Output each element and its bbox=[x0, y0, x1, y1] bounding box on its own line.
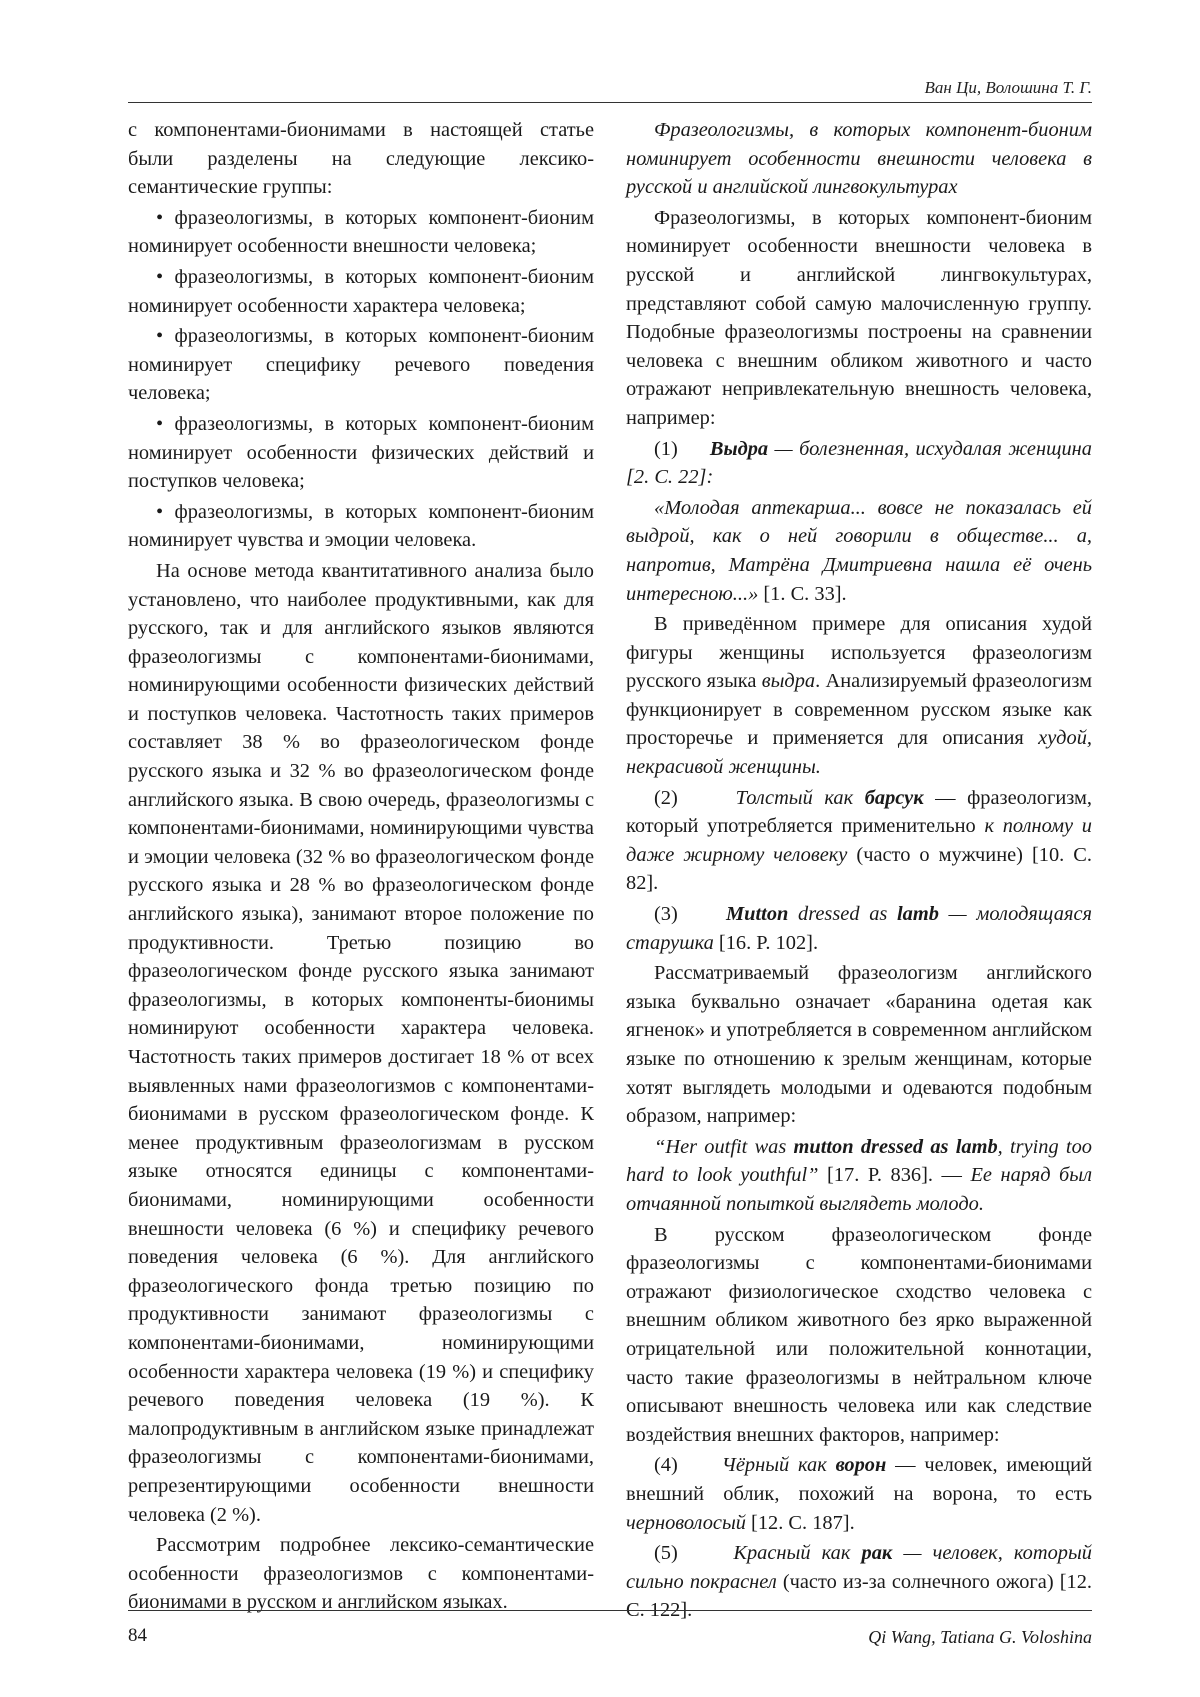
text-run: (часто о мужчине) [10. С. 82]. bbox=[626, 843, 1092, 895]
reference: (часто из-за солнечного ожога) [12. С. 122]. bbox=[626, 1570, 1092, 1622]
quote-text: , trying too hard to look youthful” bbox=[626, 1135, 1092, 1187]
example-quote bbox=[626, 494, 1092, 608]
example-number: (5) bbox=[654, 1542, 678, 1565]
bullet-item: • фразеологизмы, в которых компонент-бионим номинирует чувства и эмоции человека. bbox=[128, 500, 594, 552]
header-authors: Ван Ци, Волошина Т. Г. bbox=[924, 78, 1092, 97]
example-phrase: dressed as bbox=[788, 903, 897, 926]
example-definition: — человек, который сильно покраснел bbox=[626, 1542, 1092, 1593]
example-word: ворон bbox=[835, 1454, 887, 1477]
translation: Ее наряд был отчаянной попыткой выглядеть молодо. bbox=[626, 1164, 1092, 1215]
bullet-item: • фразеологизмы, в которых компонент-бионим номинирует специфику речевого поведения человека; bbox=[128, 325, 594, 405]
paragraph: с компонентами-бионимами в настоящей статье были разделены на следующие лексико-семантические группы: bbox=[128, 119, 594, 199]
text-run: . Анализируемый фразеологизм функционирует в современном русском языке как просторечье и применяется для описания bbox=[626, 670, 1092, 750]
running-header bbox=[128, 78, 1092, 103]
example-word: рак bbox=[861, 1542, 893, 1565]
example-definition: — болезненная, исхудалая женщина [2. С. 22]: bbox=[626, 437, 1092, 489]
example-2 bbox=[626, 784, 1092, 898]
paragraph bbox=[626, 610, 1092, 782]
example-number: (4) bbox=[654, 1454, 678, 1477]
text-run: В приведённом примере для описания худой фигуры женщины используется фразеологизм русского языка bbox=[626, 613, 1092, 693]
bullet-item: • фразеологизмы, в которых компонент-бионим номинирует особенности характера человека; bbox=[128, 265, 594, 317]
example-number: (3) bbox=[654, 903, 678, 926]
text-run: — человек, имеющий внешний облик, похожий на ворона, то есть bbox=[626, 1454, 1092, 1505]
example-1 bbox=[626, 435, 1092, 492]
quote-text: «Молодая аптекарша... вовсе не показалась ей выдрой, как о ней говорили в обществе... а, напротив, Матрёна Дмитриевна нашла её очень интересною...» bbox=[626, 496, 1092, 605]
right-column bbox=[626, 116, 1092, 1627]
page-number: 84 bbox=[128, 1625, 147, 1646]
example-3 bbox=[626, 900, 1092, 957]
example-number: (2) bbox=[654, 786, 678, 809]
text-run: — фразеологизм, который употребляется применительно bbox=[626, 786, 1092, 838]
example-definition: — молодящаяся старушка bbox=[626, 903, 1092, 954]
reference: [17. P. 836]. — bbox=[818, 1164, 971, 1187]
example-word: lamb bbox=[896, 903, 939, 926]
example-quote bbox=[626, 1133, 1092, 1219]
example-phrase: Толстый как bbox=[735, 786, 865, 809]
term: худой, некрасивой женщины. bbox=[626, 727, 1092, 779]
example-word: барсук bbox=[864, 786, 924, 809]
bullet-item: • фразеологизмы, в которых компонент-бионим номинирует особенности физических действий и поступков человека; bbox=[128, 412, 594, 493]
example-phrase: Красный как bbox=[733, 1542, 862, 1565]
bullet-item: • фразеологизмы, в которых компонент-бионим номинирует особенности внешности человека; bbox=[128, 206, 594, 258]
example-word: Mutton bbox=[726, 903, 789, 926]
quote-text: “Her outfit was bbox=[654, 1135, 794, 1158]
reference: [12. С. 187]. bbox=[745, 1511, 855, 1534]
page-footer bbox=[128, 1610, 1092, 1651]
left-column bbox=[128, 116, 594, 1619]
footer-authors: Qi Wang, Tatiana G. Voloshina bbox=[868, 1627, 1092, 1647]
paragraph: На основе метода квантитативного анализа было установлено, что наиболее продуктивными, как для русского, так и для английского языков являются фразеологизмы с компонентами-бионимами, номинирующими особенности физических действий и поступков человека. Частотность таких примеров составляет 38 % во фразеологическом фонде русского языка и 32 % во фразеологическом фонде английского языка. В свою очередь, фразеологизмы с компонентами-бионимами, номинирующими чувства и эмоции человека (32 % во фразеологическом фонде русского языка и 28 % во фразеологическом фонде английского языка), занимают второе положение по продуктивности. Третью позицию во фразеологическом фонде русского языка занимают фразеологизмы, в которых компоненты-бионимы номинируют особенности характера человека. Частотность таких примеров достигает 18 % от всех выявленных нами фразеологизмов с компонентами-бионимами в русском фразеологическом фонде. К менее продуктивным фразеологизмам в русском языке относятся единицы с компонентами-бионимами, номинирующими особенности внешности человека (6 %) и специфику речевого поведения человека (6 %). Для английского фразеологического фонда третью позицию по продуктивности занимают фразеологизмы с компонентами-бионимами, номинирующими особенности характера человека (19 %) и специфику речевого поведения человека (19 %). К малопродуктивным в английском языке принадлежат фразеологизмы с компонентами-бионимами, репрезентирующими особенности внешности человека (2 %). bbox=[128, 559, 594, 1526]
reference: [16. P. 102]. bbox=[713, 931, 819, 954]
paragraph: В русском фразеологическом фонде фразеологизмы с компонентами-бионимами отражают физиологическое сходство человека с внешним обликом животного без ярко выраженной отрицательной или положительной коннотации, часто такие фразеологизмы в нейтральном ключе описывают внешность человека или как следствие воздействия внешних факторов, например: bbox=[626, 1223, 1092, 1446]
paragraph: Фразеологизмы, в которых компонент-бионим номинирует особенности внешности человека в русской и английской лингвокультурах, представляют собой самую малочисленную группу. Подобные фразеологизмы построены на сравнении человека с внешним обликом животного и часто отражают непривлекательную внешность человека, например: bbox=[626, 206, 1092, 429]
paragraph: Рассмотрим подробнее лексико-семантические особенности фразеологизмов с компонентами-бионимами в русском и английском языках. bbox=[128, 1534, 594, 1614]
term: черноволосый bbox=[626, 1511, 746, 1534]
quote-reference: [1. С. 33]. bbox=[758, 582, 847, 605]
example-number: (1) bbox=[654, 437, 678, 460]
example-word: mutton dressed as lamb bbox=[793, 1135, 998, 1158]
example-word: Выдра bbox=[709, 437, 769, 460]
example-phrase: Чёрный как bbox=[721, 1454, 836, 1477]
term: к полному и даже жирному человеку bbox=[626, 815, 1092, 866]
section-heading: Фразеологизмы, в которых компонент-бионим номинирует особенности внешности человека в русской и английской лингвокультурах bbox=[626, 119, 1092, 199]
example-4 bbox=[626, 1451, 1092, 1537]
term: выдра bbox=[761, 670, 816, 693]
paragraph: Рассматриваемый фразеологизм английского языка буквально означает «баранина одетая как ягненок» и употребляется в современном английском языке по отношению к зрелым женщинам, которые хотят выглядеть молодыми и одеваются подобным образом, например: bbox=[626, 962, 1092, 1128]
